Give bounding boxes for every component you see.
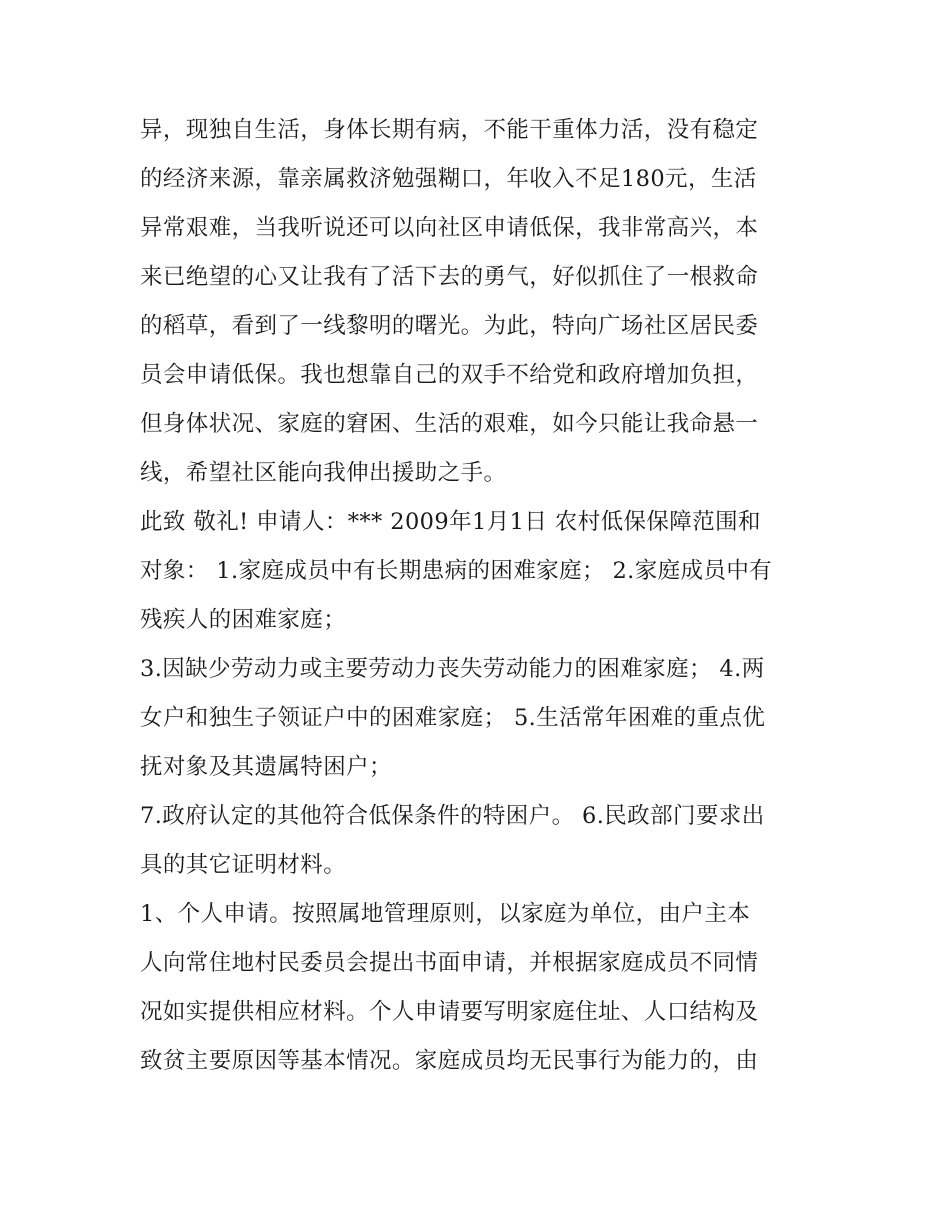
text-line: 抚对象及其遗属特困户； [140,754,392,780]
text-line: 异常艰难，当我听说还可以向社区申请低保，我非常高兴，本 [140,215,759,241]
paragraph-scope-items-3-5 [140,645,812,792]
text-line: 具的其它证明材料。 [140,852,347,878]
text-line: 线，希望社区能向我伸出援助之手。 [140,460,507,486]
paragraph-personal-application [140,890,812,1086]
text-line: 女户和独生子领证户中的困难家庭； 5.生活常年困难的重点优 [140,705,766,731]
text-line: 异，现独自生活，身体长期有病，不能干重体力活，没有稳定 [140,117,759,143]
paragraph-application-statement [140,106,812,498]
paragraph-closing-and-scope [140,498,812,645]
text-line: 的经济来源，靠亲属救济勉强糊口，年收入不足180元，生活 [140,166,757,192]
text-line: 人向常住地村民委员会提出书面申请，并根据家庭成员不同情 [140,950,759,976]
text-line: 员会申请低保。我也想靠自己的双手不给党和政府增加负担， [140,362,759,388]
paragraph-scope-items-6-7 [140,792,812,890]
document-body [140,106,812,1086]
text-line: 1、个人申请。按照属地管理原则，以家庭为单位，由户主本 [140,901,751,927]
text-line: 的稻草，看到了一线黎明的曙光。为此，特向广场社区居民委 [140,313,759,339]
text-line: 但身体状况、家庭的窘困、生活的艰难，如今只能让我命悬一 [140,411,759,437]
text-line: 对象： 1.家庭成员中有长期患病的困难家庭； 2.家庭成员中有 [140,558,773,584]
text-line: 致贫主要原因等基本情况。家庭成员均无民事行为能力的，由 [140,1048,759,1074]
text-line: 7.政府认定的其他符合低保条件的特困户。 6.民政部门要求出 [140,803,765,829]
text-line: 况如实提供相应材料。个人申请要写明家庭住址、人口结构及 [140,999,759,1025]
text-line: 此致 敬礼! 申请人：*** 2009年1月1日 农村低保保障范围和 [140,509,761,535]
text-line: 3.因缺少劳动力或主要劳动力丧失劳动能力的困难家庭； 4.两 [140,656,765,682]
text-line: 来已绝望的心又让我有了活下去的勇气，好似抓住了一根救命 [140,264,759,290]
text-line: 残疾人的困难家庭； [140,607,347,633]
